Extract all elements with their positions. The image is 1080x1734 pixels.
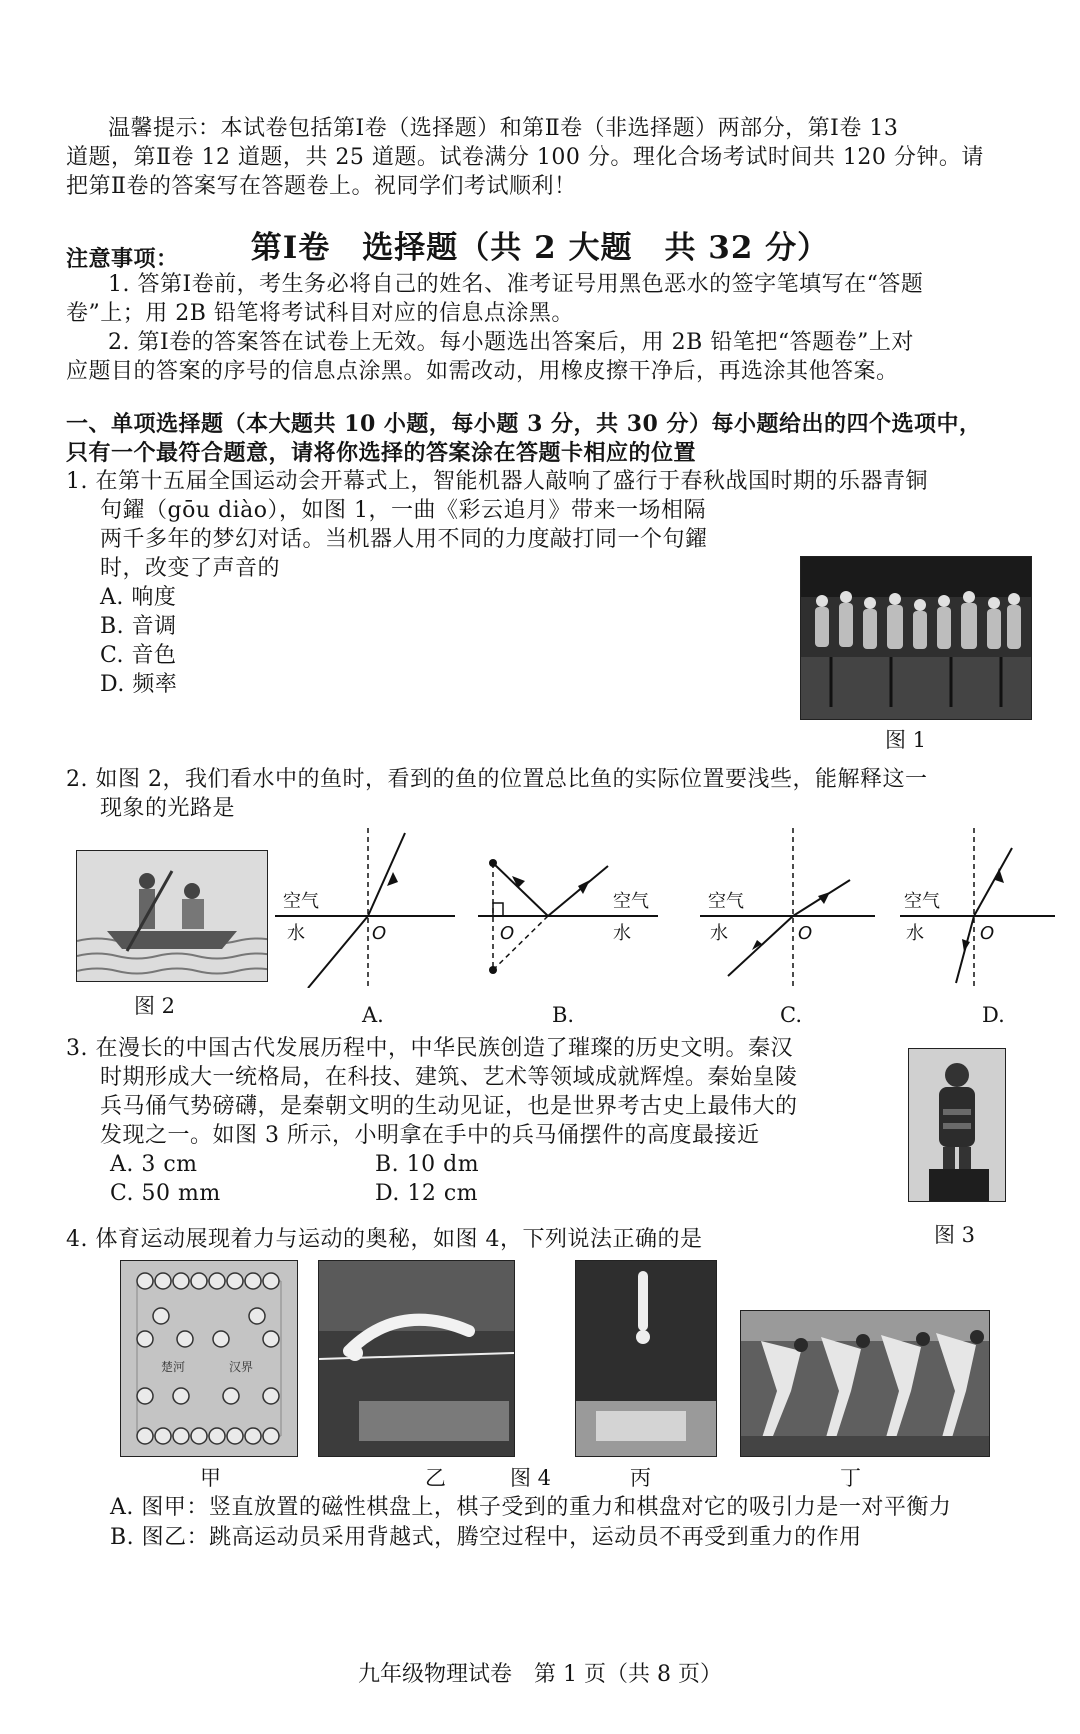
q3-stem-line-1: 3. 在漫长的中国古代发展历程中，中华民族创造了璀璨的历史文明。秦汉 bbox=[66, 1036, 793, 1061]
attention-item-1-line-1: 1. 答第Ⅰ卷前，考生务必将自己的姓名、准考证号用黑色恶水的签字笔填写在“答题 bbox=[108, 272, 924, 297]
diagram-d-origin-label: O bbox=[980, 923, 995, 944]
notice-line-1: 温馨提示：本试卷包括第Ⅰ卷（选择题）和第Ⅱ卷（非选择题）两部分，第Ⅰ卷 13 bbox=[108, 116, 899, 141]
page-footer: 九年级物理试卷 第 1 页（共 8 页） bbox=[358, 1662, 722, 1687]
q3-stem-line-2: 时期形成大一统格局，在科技、建筑、艺术等领域成就辉煌。秦始皇陵 bbox=[100, 1065, 798, 1090]
diagram-c-option-label: C. bbox=[780, 1003, 802, 1027]
figure-4-caption: 图 4 bbox=[510, 1466, 552, 1490]
figure-2-caption: 图 2 bbox=[134, 994, 176, 1018]
q3-option-d: D. 12 cm bbox=[375, 1181, 479, 1206]
figure-3-terracotta-photo bbox=[908, 1048, 1006, 1202]
diagram-a-air-label: 空气 bbox=[283, 891, 319, 912]
figure-2-boat-photo bbox=[76, 850, 268, 982]
diagram-a-origin-label: O bbox=[372, 923, 387, 944]
figure-4-caption-yi: 乙 bbox=[425, 1466, 446, 1490]
light-path-diagram-a bbox=[275, 828, 460, 988]
q1-stem-line-3: 两千多年的梦幻对话。当机器人用不同的力度敲打同一个句鑃 bbox=[100, 527, 708, 552]
diagram-b-origin-label: O bbox=[500, 923, 515, 944]
light-path-diagram-b bbox=[478, 828, 663, 988]
q4-option-a: A. 图甲：竖直放置的磁性棋盘上，棋子受到的重力和棋盘对它的吸引力是一对平衡力 bbox=[110, 1495, 952, 1520]
attention-heading: 注意事项： bbox=[66, 246, 179, 272]
q1-option-d: D. 频率 bbox=[100, 672, 178, 697]
q4-stem-line-1: 4. 体育运动展现着力与运动的奥秘，如图 4，下列说法正确的是 bbox=[66, 1227, 703, 1252]
diagram-c-air-label: 空气 bbox=[708, 891, 744, 912]
q3-option-b: B. 10 dm bbox=[375, 1152, 480, 1177]
diagram-d-water-label: 水 bbox=[906, 923, 924, 944]
q1-option-b: B. 音调 bbox=[100, 614, 177, 639]
diagram-b-option-label: B. bbox=[552, 1003, 575, 1027]
figure-1-robot-photo bbox=[800, 556, 1032, 720]
q3-option-c: C. 50 mm bbox=[110, 1181, 221, 1206]
diagram-b-water-label: 水 bbox=[613, 923, 631, 944]
q3-option-a: A. 3 cm bbox=[110, 1152, 198, 1177]
figure-1-caption: 图 1 bbox=[885, 728, 927, 752]
figure-4-caption-jia: 甲 bbox=[200, 1466, 221, 1490]
q2-stem-line-2: 现象的光路是 bbox=[100, 796, 236, 821]
part-title: 第Ⅰ卷 选择题（共 2 大题 共 32 分） bbox=[250, 230, 830, 266]
figure-4-caption-bing: 丙 bbox=[630, 1466, 651, 1490]
attention-item-2-line-2: 应题目的答案的序号的信息点涂黑。如需改动，用橡皮擦干净后，再选涂其他答案。 bbox=[66, 359, 899, 384]
diagram-d-air-label: 空气 bbox=[904, 891, 940, 912]
chessboard-border-label: 汉界 bbox=[229, 1360, 254, 1374]
figure-4-caption-ding: 丁 bbox=[840, 1466, 861, 1490]
figure-4-diving-photo bbox=[575, 1260, 717, 1457]
diagram-d-option-label: D. bbox=[982, 1003, 1005, 1027]
diagram-c-water-label: 水 bbox=[710, 923, 728, 944]
q2-stem-line-1: 2. 如图 2，我们看水中的鱼时，看到的鱼的位置总比鱼的实际位置要浅些，能解释这一 bbox=[66, 767, 928, 792]
attention-item-1-line-2: 卷”上；用 2B 铅笔将考试科目对应的信息点涂黑。 bbox=[66, 301, 574, 326]
diagram-c-origin-label: O bbox=[798, 923, 813, 944]
chessboard-river-label: 楚河 bbox=[161, 1360, 186, 1374]
figure-3-caption: 图 3 bbox=[934, 1223, 976, 1247]
q1-stem-line-1: 1. 在第十五届全国运动会开幕式上，智能机器人敲响了盛行于春秋战国时期的乐器青铜 bbox=[66, 469, 928, 494]
notice-line-2: 道题，第Ⅱ卷 12 道题，共 25 道题。试卷满分 100 分。理化合场考试时间共 120 分钟。请 bbox=[66, 145, 984, 170]
q4-option-b: B. 图乙：跳高运动员采用背越式，腾空过程中，运动员不再受到重力的作用 bbox=[110, 1525, 862, 1550]
notice-line-3: 把第Ⅱ卷的答案写在答题卷上。祝同学们考试顺利！ bbox=[66, 174, 577, 199]
q3-stem-line-3: 兵马俑气势磅礴，是秦朝文明的生动见证，也是世界考古史上最伟大的 bbox=[100, 1094, 798, 1119]
q1-option-a: A. 响度 bbox=[100, 585, 177, 610]
attention-item-2-line-1: 2. 第Ⅰ卷的答案答在试卷上无效。每小题选出答案后，用 2B 铅笔把“答题卷”上对 bbox=[108, 330, 914, 355]
figure-4-sprint-photo bbox=[740, 1310, 990, 1457]
diagram-a-water-label: 水 bbox=[287, 923, 305, 944]
light-path-diagram-c bbox=[700, 828, 885, 988]
light-path-diagram-d bbox=[900, 828, 1060, 988]
q1-stem-line-2: 句鑃（gōu diào），如图 1，一曲《彩云追月》带来一场相隔 bbox=[100, 498, 706, 523]
q3-stem-line-4: 发现之一。如图 3 所示，小明拿在手中的兵马俑摆件的高度最接近 bbox=[100, 1123, 760, 1148]
section-1-heading-line-1: 一、单项选择题（本大题共 10 小题，每小题 3 分，共 30 分）每小题给出的四个选项中， bbox=[66, 411, 982, 437]
figure-4-chessboard-photo bbox=[120, 1260, 298, 1457]
q1-option-c: C. 音色 bbox=[100, 643, 177, 668]
figure-4-high-jump-photo bbox=[318, 1260, 515, 1457]
diagram-b-air-label: 空气 bbox=[613, 891, 649, 912]
q1-stem-line-4: 时，改变了声音的 bbox=[100, 556, 281, 581]
section-1-heading-line-2: 只有一个最符合题意，请将你选择的答案涂在答题卡相应的位置 bbox=[66, 440, 697, 466]
diagram-a-option-label: A. bbox=[362, 1003, 384, 1027]
